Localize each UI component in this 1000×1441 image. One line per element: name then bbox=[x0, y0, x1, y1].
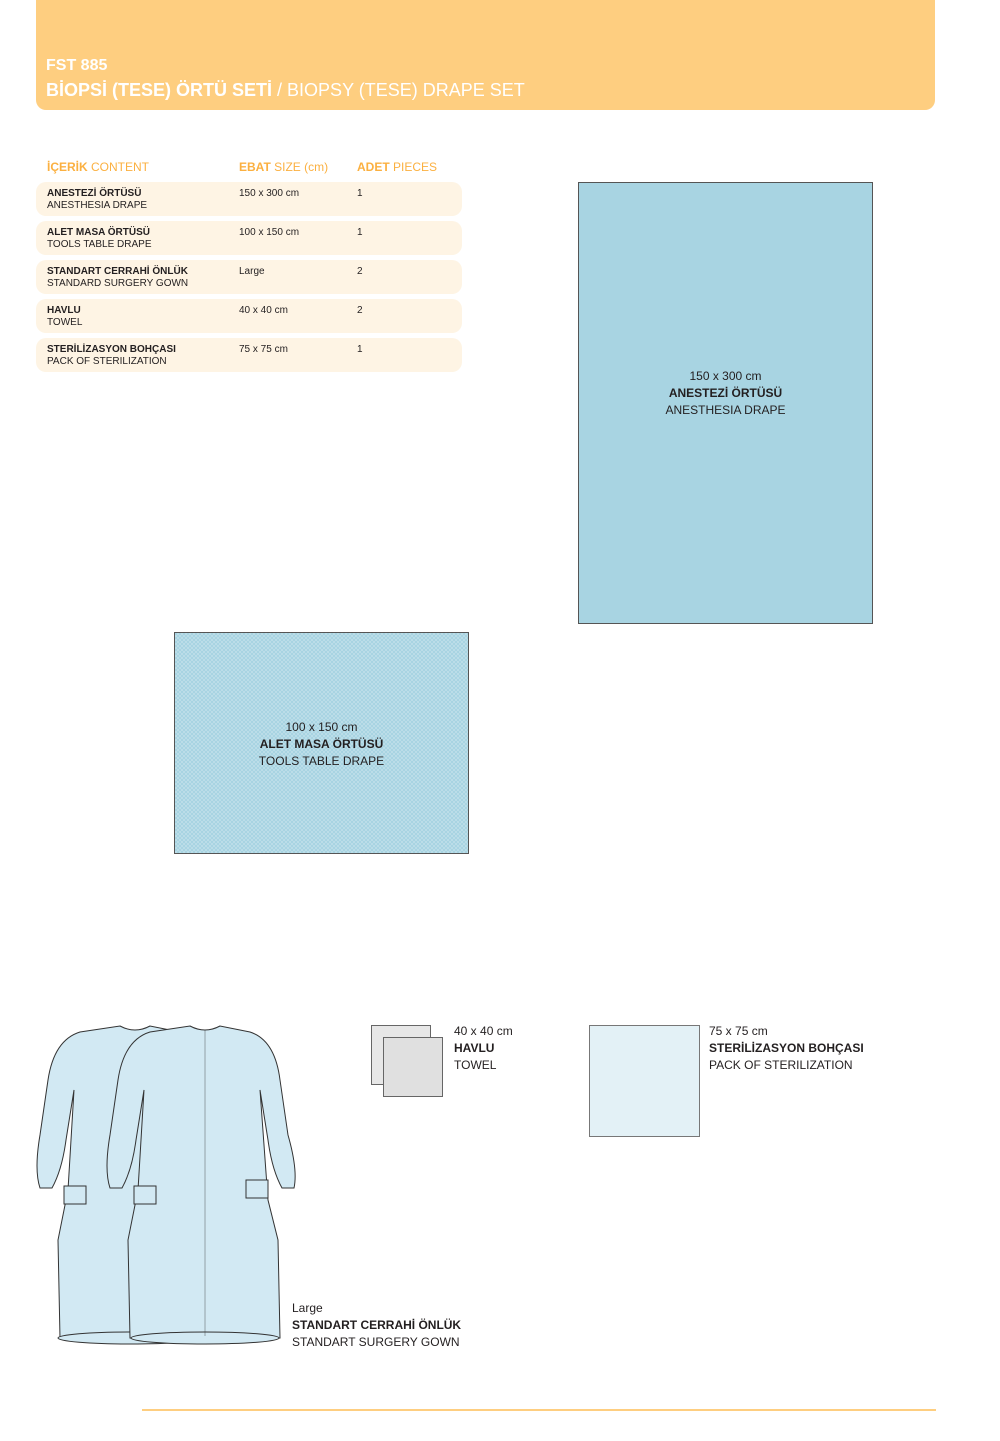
gown-name-en: STANDART SURGERY GOWN bbox=[292, 1335, 460, 1349]
sterilization-pack-illustration bbox=[589, 1025, 700, 1137]
gown-label bbox=[292, 1300, 461, 1351]
title-en: BIOPSY (TESE) DRAPE SET bbox=[287, 80, 525, 100]
title-separator: / bbox=[272, 80, 288, 100]
tools-name-tr: ALET MASA ÖRTÜSÜ bbox=[259, 737, 384, 751]
anesthesia-name-en: ANESTHESIA DRAPE bbox=[665, 403, 786, 417]
towel-size: 40 x 40 cm bbox=[454, 1024, 513, 1038]
title-tr: BİOPSİ (TESE) ÖRTÜ SETİ bbox=[46, 80, 273, 100]
header-content: İÇERİK CONTENT bbox=[47, 160, 150, 174]
sterilization-name-en: PACK OF STERILIZATION bbox=[709, 1058, 853, 1072]
towel-name-tr: HAVLU bbox=[454, 1041, 495, 1055]
sterilization-label bbox=[709, 1023, 864, 1074]
gown-size: Large bbox=[292, 1301, 323, 1315]
table-row: HAVLU TOWEL 40 x 40 cm 2 bbox=[36, 299, 462, 333]
anesthesia-drape-illustration bbox=[578, 182, 873, 624]
product-title bbox=[46, 80, 525, 101]
table-row: STERİLİZASYON BOHÇASI PACK OF STERILIZATION 75 x 75 cm 1 bbox=[36, 338, 462, 372]
gown-illustration bbox=[30, 1020, 310, 1350]
towel-illustration-front bbox=[383, 1037, 443, 1097]
towel-name-en: TOWEL bbox=[454, 1058, 497, 1072]
table-row: ALET MASA ÖRTÜSÜ TOOLS TABLE DRAPE 100 x 150 cm 1 bbox=[36, 221, 462, 255]
tools-name-en: TOOLS TABLE DRAPE bbox=[258, 754, 385, 768]
anesthesia-name-tr: ANESTEZİ ÖRTÜSÜ bbox=[668, 386, 783, 400]
footer-divider bbox=[142, 1409, 936, 1411]
anesthesia-size: 150 x 300 cm bbox=[689, 369, 762, 383]
towel-label bbox=[454, 1023, 513, 1074]
header-pieces: ADET PIECES bbox=[357, 160, 438, 174]
table-row: STANDART CERRAHİ ÖNLÜK STANDARD SURGERY GOWN Large 2 bbox=[36, 260, 462, 294]
product-code: FST 885 bbox=[46, 57, 108, 74]
header-size: EBAT SIZE (cm) bbox=[239, 160, 329, 174]
table-row: ANESTEZİ ÖRTÜSÜ ANESTHESIA DRAPE 150 x 300 cm 1 bbox=[36, 182, 462, 216]
tools-table-drape-illustration bbox=[174, 632, 469, 854]
sterilization-size: 75 x 75 cm bbox=[709, 1024, 768, 1038]
sterilization-name-tr: STERİLİZASYON BOHÇASI bbox=[709, 1041, 864, 1055]
tools-size: 100 x 150 cm bbox=[285, 720, 358, 734]
gown-name-tr: STANDART CERRAHİ ÖNLÜK bbox=[292, 1318, 462, 1332]
